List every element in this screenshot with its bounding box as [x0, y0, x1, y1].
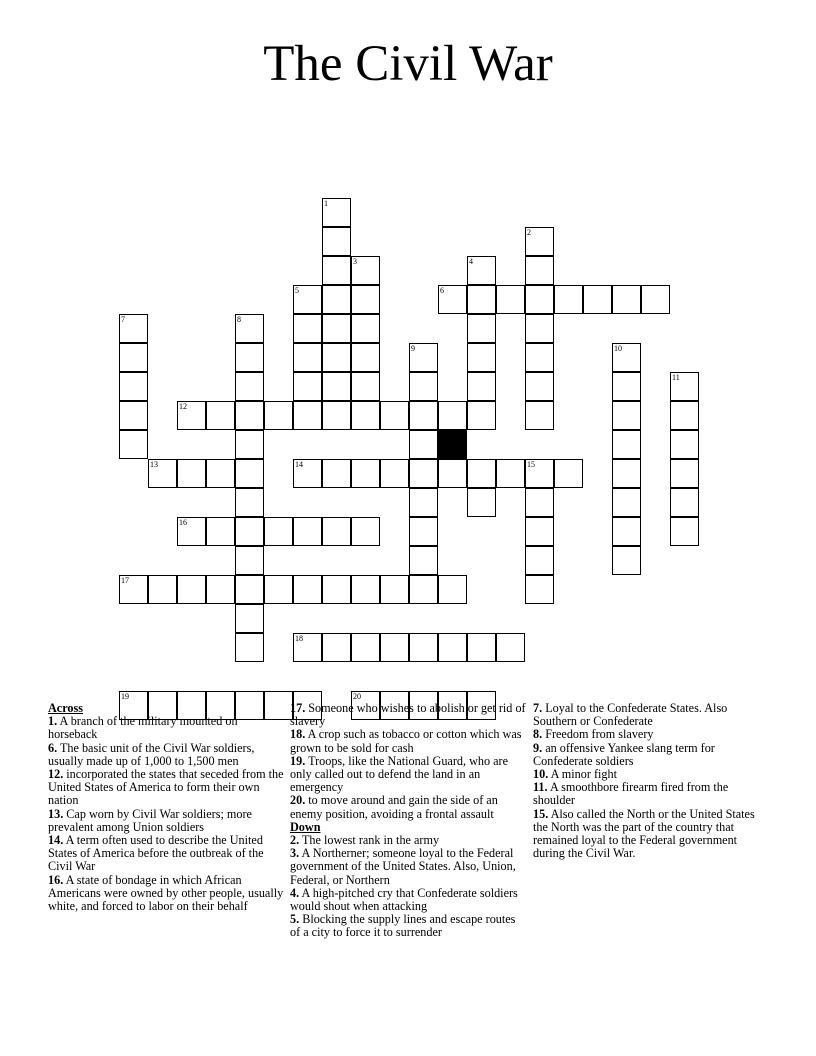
grid-cell[interactable] [670, 459, 699, 488]
grid-cell[interactable] [119, 430, 148, 459]
grid-cell[interactable] [438, 285, 467, 314]
clue-number: 17 [121, 576, 129, 585]
clue-number-label: 8. [533, 727, 543, 742]
grid-cell[interactable] [235, 430, 264, 459]
grid-cell[interactable] [467, 256, 496, 285]
grid-cell[interactable] [438, 401, 467, 430]
clue-item [290, 887, 526, 913]
grid-cell[interactable] [525, 459, 554, 488]
grid-cell[interactable] [612, 343, 641, 372]
puzzle-title: The Civil War [263, 36, 553, 92]
clue-text: Troops, like the National Guard, who are only called out to defend the land in an emergency [290, 753, 508, 795]
clue-item [533, 808, 769, 861]
clue-text: A state of bondage in which African Americans were owned by other people, usually white, and forced to labor on their behalf [48, 872, 284, 914]
grid-cell[interactable] [409, 517, 438, 546]
clue-number: 3 [353, 257, 357, 266]
grid-cell[interactable] [148, 575, 177, 604]
clue-number: 18 [295, 634, 303, 643]
clue-number: 6 [440, 286, 444, 295]
grid-cell[interactable] [380, 459, 409, 488]
grid-cell[interactable] [467, 459, 496, 488]
grid-cell[interactable] [409, 372, 438, 401]
grid-cell[interactable] [467, 372, 496, 401]
clue-item [290, 847, 526, 887]
grid-cell[interactable] [322, 459, 351, 488]
grid-cell[interactable] [670, 488, 699, 517]
clue-text: A smoothbore firearm fired from the shoulder [533, 780, 729, 808]
grid-cell[interactable] [322, 575, 351, 604]
clue-number: 10 [614, 344, 622, 353]
grid-cell[interactable] [322, 401, 351, 430]
grid-cell[interactable] [293, 401, 322, 430]
clue-item [290, 728, 526, 754]
clue-item [533, 742, 769, 768]
clue-item [48, 742, 284, 768]
clue-item [48, 834, 284, 874]
grid-cell[interactable] [670, 401, 699, 430]
grid-cell[interactable] [177, 517, 206, 546]
clue-text: A minor fight [550, 767, 617, 782]
clue-item [48, 715, 284, 741]
clue-item [290, 913, 526, 939]
grid-cell[interactable] [322, 285, 351, 314]
clue-number-label: 10. [533, 767, 549, 782]
grid-cell[interactable] [235, 488, 264, 517]
grid-cell[interactable] [351, 459, 380, 488]
grid-cell[interactable] [293, 372, 322, 401]
clue-text: Freedom from slavery [545, 727, 654, 742]
grid-cell[interactable] [409, 430, 438, 459]
clue-number-label: 14. [48, 833, 64, 848]
clue-number: 19 [121, 692, 129, 701]
grid-cell[interactable] [525, 227, 554, 256]
grid-cell[interactable] [409, 459, 438, 488]
grid-cell[interactable] [525, 488, 554, 517]
grid-cell[interactable] [264, 401, 293, 430]
grid-cell[interactable] [235, 372, 264, 401]
clue-number-label: 9. [533, 740, 543, 755]
grid-cell[interactable] [380, 401, 409, 430]
clue-number-label: 7. [533, 701, 543, 715]
grid-cell[interactable] [409, 343, 438, 372]
grid-cell[interactable] [438, 633, 467, 662]
grid-cell[interactable] [119, 314, 148, 343]
grid-cell[interactable] [525, 575, 554, 604]
grid-cell[interactable] [322, 633, 351, 662]
grid-cell[interactable] [612, 430, 641, 459]
clue-number: 11 [672, 373, 680, 382]
grid-cell[interactable] [235, 459, 264, 488]
grid-cell[interactable] [148, 459, 177, 488]
grid-cell[interactable] [612, 372, 641, 401]
grid-cell[interactable] [322, 314, 351, 343]
clue-number-label: 15. [533, 806, 549, 821]
grid-cell[interactable] [293, 575, 322, 604]
clue-number-label: 3. [290, 846, 300, 861]
clue-number: 8 [237, 315, 241, 324]
grid-cell[interactable] [525, 546, 554, 575]
clue-item [290, 794, 526, 820]
clue-number-label: 13. [48, 806, 64, 821]
grid-cell[interactable] [409, 633, 438, 662]
grid-cell[interactable] [612, 401, 641, 430]
clue-item [533, 702, 769, 728]
grid-cell[interactable] [525, 285, 554, 314]
clue-number-label: 18. [290, 727, 306, 742]
grid-cell[interactable] [467, 314, 496, 343]
clue-number-label: 4. [290, 885, 300, 900]
grid-cell[interactable] [119, 372, 148, 401]
clue-text: A Northerner; someone loyal to the Federal government of the United States. Also, Union, Federal, or Northern [290, 846, 516, 887]
grid-cell[interactable] [235, 546, 264, 575]
grid-cell[interactable] [351, 285, 380, 314]
grid-cell[interactable] [264, 575, 293, 604]
grid-cell[interactable] [351, 314, 380, 343]
clue-number-label: 12. [48, 767, 64, 782]
clue-item [290, 702, 526, 728]
black-cell [438, 430, 467, 459]
clue-number: 7 [121, 315, 125, 324]
grid-cell[interactable] [496, 285, 525, 314]
grid-cell[interactable] [119, 575, 148, 604]
grid-cell[interactable] [612, 285, 641, 314]
grid-cell[interactable] [525, 256, 554, 285]
grid-cell[interactable] [293, 314, 322, 343]
grid-cell[interactable] [206, 401, 235, 430]
grid-cell[interactable] [438, 575, 467, 604]
grid-cell[interactable] [235, 604, 264, 633]
grid-cell[interactable] [554, 285, 583, 314]
grid-cell[interactable] [206, 459, 235, 488]
clue-number: 20 [353, 692, 361, 701]
across-heading: Across [48, 701, 83, 715]
grid-cell[interactable] [119, 401, 148, 430]
grid-cell[interactable] [554, 459, 583, 488]
clue-text: A high-pitched cry that Confederate soldiers would shout when attacking [290, 885, 518, 914]
clue-number: 2 [527, 228, 531, 237]
grid-cell[interactable] [235, 314, 264, 343]
clue-text: Blocking the supply lines and escape routes of a city to force it to surrender [290, 912, 516, 940]
grid-cell[interactable] [119, 343, 148, 372]
clue-number: 12 [179, 402, 187, 411]
clue-number-label: 19. [290, 753, 306, 768]
clue-item [48, 768, 284, 808]
clue-text: A crop such as tobacco or cotton which was grown to be sold for cash [290, 727, 522, 755]
clue-text: Someone who wishes to abolish or get rid of slavery [290, 701, 526, 729]
grid-cell[interactable] [612, 546, 641, 575]
grid-cell[interactable] [380, 575, 409, 604]
grid-cell[interactable] [177, 401, 206, 430]
grid-cell[interactable] [206, 517, 235, 546]
grid-cell[interactable] [322, 517, 351, 546]
grid-cell[interactable] [467, 488, 496, 517]
clue-number-label: 20. [290, 793, 306, 808]
clue-text: an offensive Yankee slang term for Confederate soldiers [533, 740, 715, 768]
clue-text: incorporated the states that seceded from the United States of America to form their own nation [48, 767, 284, 808]
grid-cell[interactable] [322, 343, 351, 372]
clue-text: The lowest rank in the army [301, 833, 440, 848]
grid-cell[interactable] [409, 575, 438, 604]
grid-cell[interactable] [583, 285, 612, 314]
grid-cell[interactable] [293, 343, 322, 372]
clues-column-2 [290, 702, 526, 940]
grid-cell[interactable] [177, 459, 206, 488]
grid-cell[interactable] [351, 343, 380, 372]
grid-cell[interactable] [641, 285, 670, 314]
clue-number-label: 17. [290, 701, 306, 715]
grid-cell[interactable] [322, 256, 351, 285]
down-heading: Down [290, 819, 321, 834]
grid-cell[interactable] [525, 372, 554, 401]
grid-cell[interactable] [322, 372, 351, 401]
grid-cell[interactable] [235, 517, 264, 546]
grid-cell[interactable] [235, 633, 264, 662]
grid-cell[interactable] [322, 198, 351, 227]
clue-text: A branch of the military mounted on horseback [48, 714, 238, 742]
grid-cell[interactable] [496, 459, 525, 488]
clue-number-label: 6. [48, 740, 58, 755]
grid-cell[interactable] [235, 343, 264, 372]
grid-cell[interactable] [206, 575, 235, 604]
grid-cell[interactable] [612, 517, 641, 546]
grid-cell[interactable] [177, 575, 206, 604]
grid-cell[interactable] [293, 459, 322, 488]
grid-cell[interactable] [235, 575, 264, 604]
grid-cell[interactable] [438, 459, 467, 488]
clue-number-label: 5. [290, 912, 300, 927]
clues-column-1 [48, 702, 284, 913]
grid-cell[interactable] [293, 633, 322, 662]
clue-number: 14 [295, 460, 303, 469]
clue-item [48, 874, 284, 914]
clue-number: 16 [179, 518, 187, 527]
grid-cell[interactable] [525, 314, 554, 343]
grid-cell[interactable] [351, 372, 380, 401]
grid-cell[interactable] [380, 633, 409, 662]
grid-cell[interactable] [525, 343, 554, 372]
grid-cell[interactable] [322, 227, 351, 256]
grid-cell[interactable] [264, 517, 293, 546]
grid-cell[interactable] [670, 517, 699, 546]
grid-cell[interactable] [409, 401, 438, 430]
clue-number: 1 [324, 199, 328, 208]
grid-cell[interactable] [612, 459, 641, 488]
grid-cell[interactable] [612, 488, 641, 517]
grid-cell[interactable] [351, 517, 380, 546]
clue-text: Loyal to the Confederate States. Also Southern or Confederate [533, 701, 728, 729]
grid-cell[interactable] [525, 401, 554, 430]
grid-cell[interactable] [351, 256, 380, 285]
clue-number: 15 [527, 460, 535, 469]
grid-cell[interactable] [670, 430, 699, 459]
clue-text: Cap worn by Civil War soldiers; more prevalent among Union soldiers [48, 806, 252, 834]
grid-cell[interactable] [670, 372, 699, 401]
clue-number: 4 [469, 257, 473, 266]
clue-text: The basic unit of the Civil War soldiers, usually made up of 1,000 to 1,500 men [48, 740, 255, 768]
grid-cell[interactable] [235, 401, 264, 430]
grid-cell[interactable] [293, 517, 322, 546]
grid-cell[interactable] [293, 285, 322, 314]
clue-number-label: 11. [533, 780, 548, 795]
grid-cell[interactable] [351, 633, 380, 662]
clue-number: 13 [150, 460, 158, 469]
clue-number: 5 [295, 286, 299, 295]
grid-cell[interactable] [467, 401, 496, 430]
clue-item [533, 781, 769, 807]
clue-number: 9 [411, 344, 415, 353]
clue-text: to move around and gain the side of an enemy position, avoiding a frontal assault [290, 793, 498, 821]
clue-item [48, 808, 284, 834]
clue-number-label: 16. [48, 872, 64, 887]
grid-cell[interactable] [496, 633, 525, 662]
clue-text: A term often used to describe the United States of America before the outbreak of the Civil War [48, 833, 264, 874]
clue-text: Also called the North or the United States the North was the part of the country that remained loyal to the Federal government during the Civil War. [533, 806, 755, 861]
clue-item [290, 755, 526, 795]
clue-number-label: 1. [48, 714, 58, 729]
grid-cell[interactable] [351, 401, 380, 430]
clues-column-3 [533, 702, 769, 860]
grid-cell[interactable] [525, 517, 554, 546]
clue-number-label: 2. [290, 833, 300, 848]
grid-cell[interactable] [409, 546, 438, 575]
grid-cell[interactable] [351, 575, 380, 604]
grid-cell[interactable] [467, 343, 496, 372]
grid-cell[interactable] [409, 488, 438, 517]
grid-cell[interactable] [467, 633, 496, 662]
grid-cell[interactable] [467, 285, 496, 314]
